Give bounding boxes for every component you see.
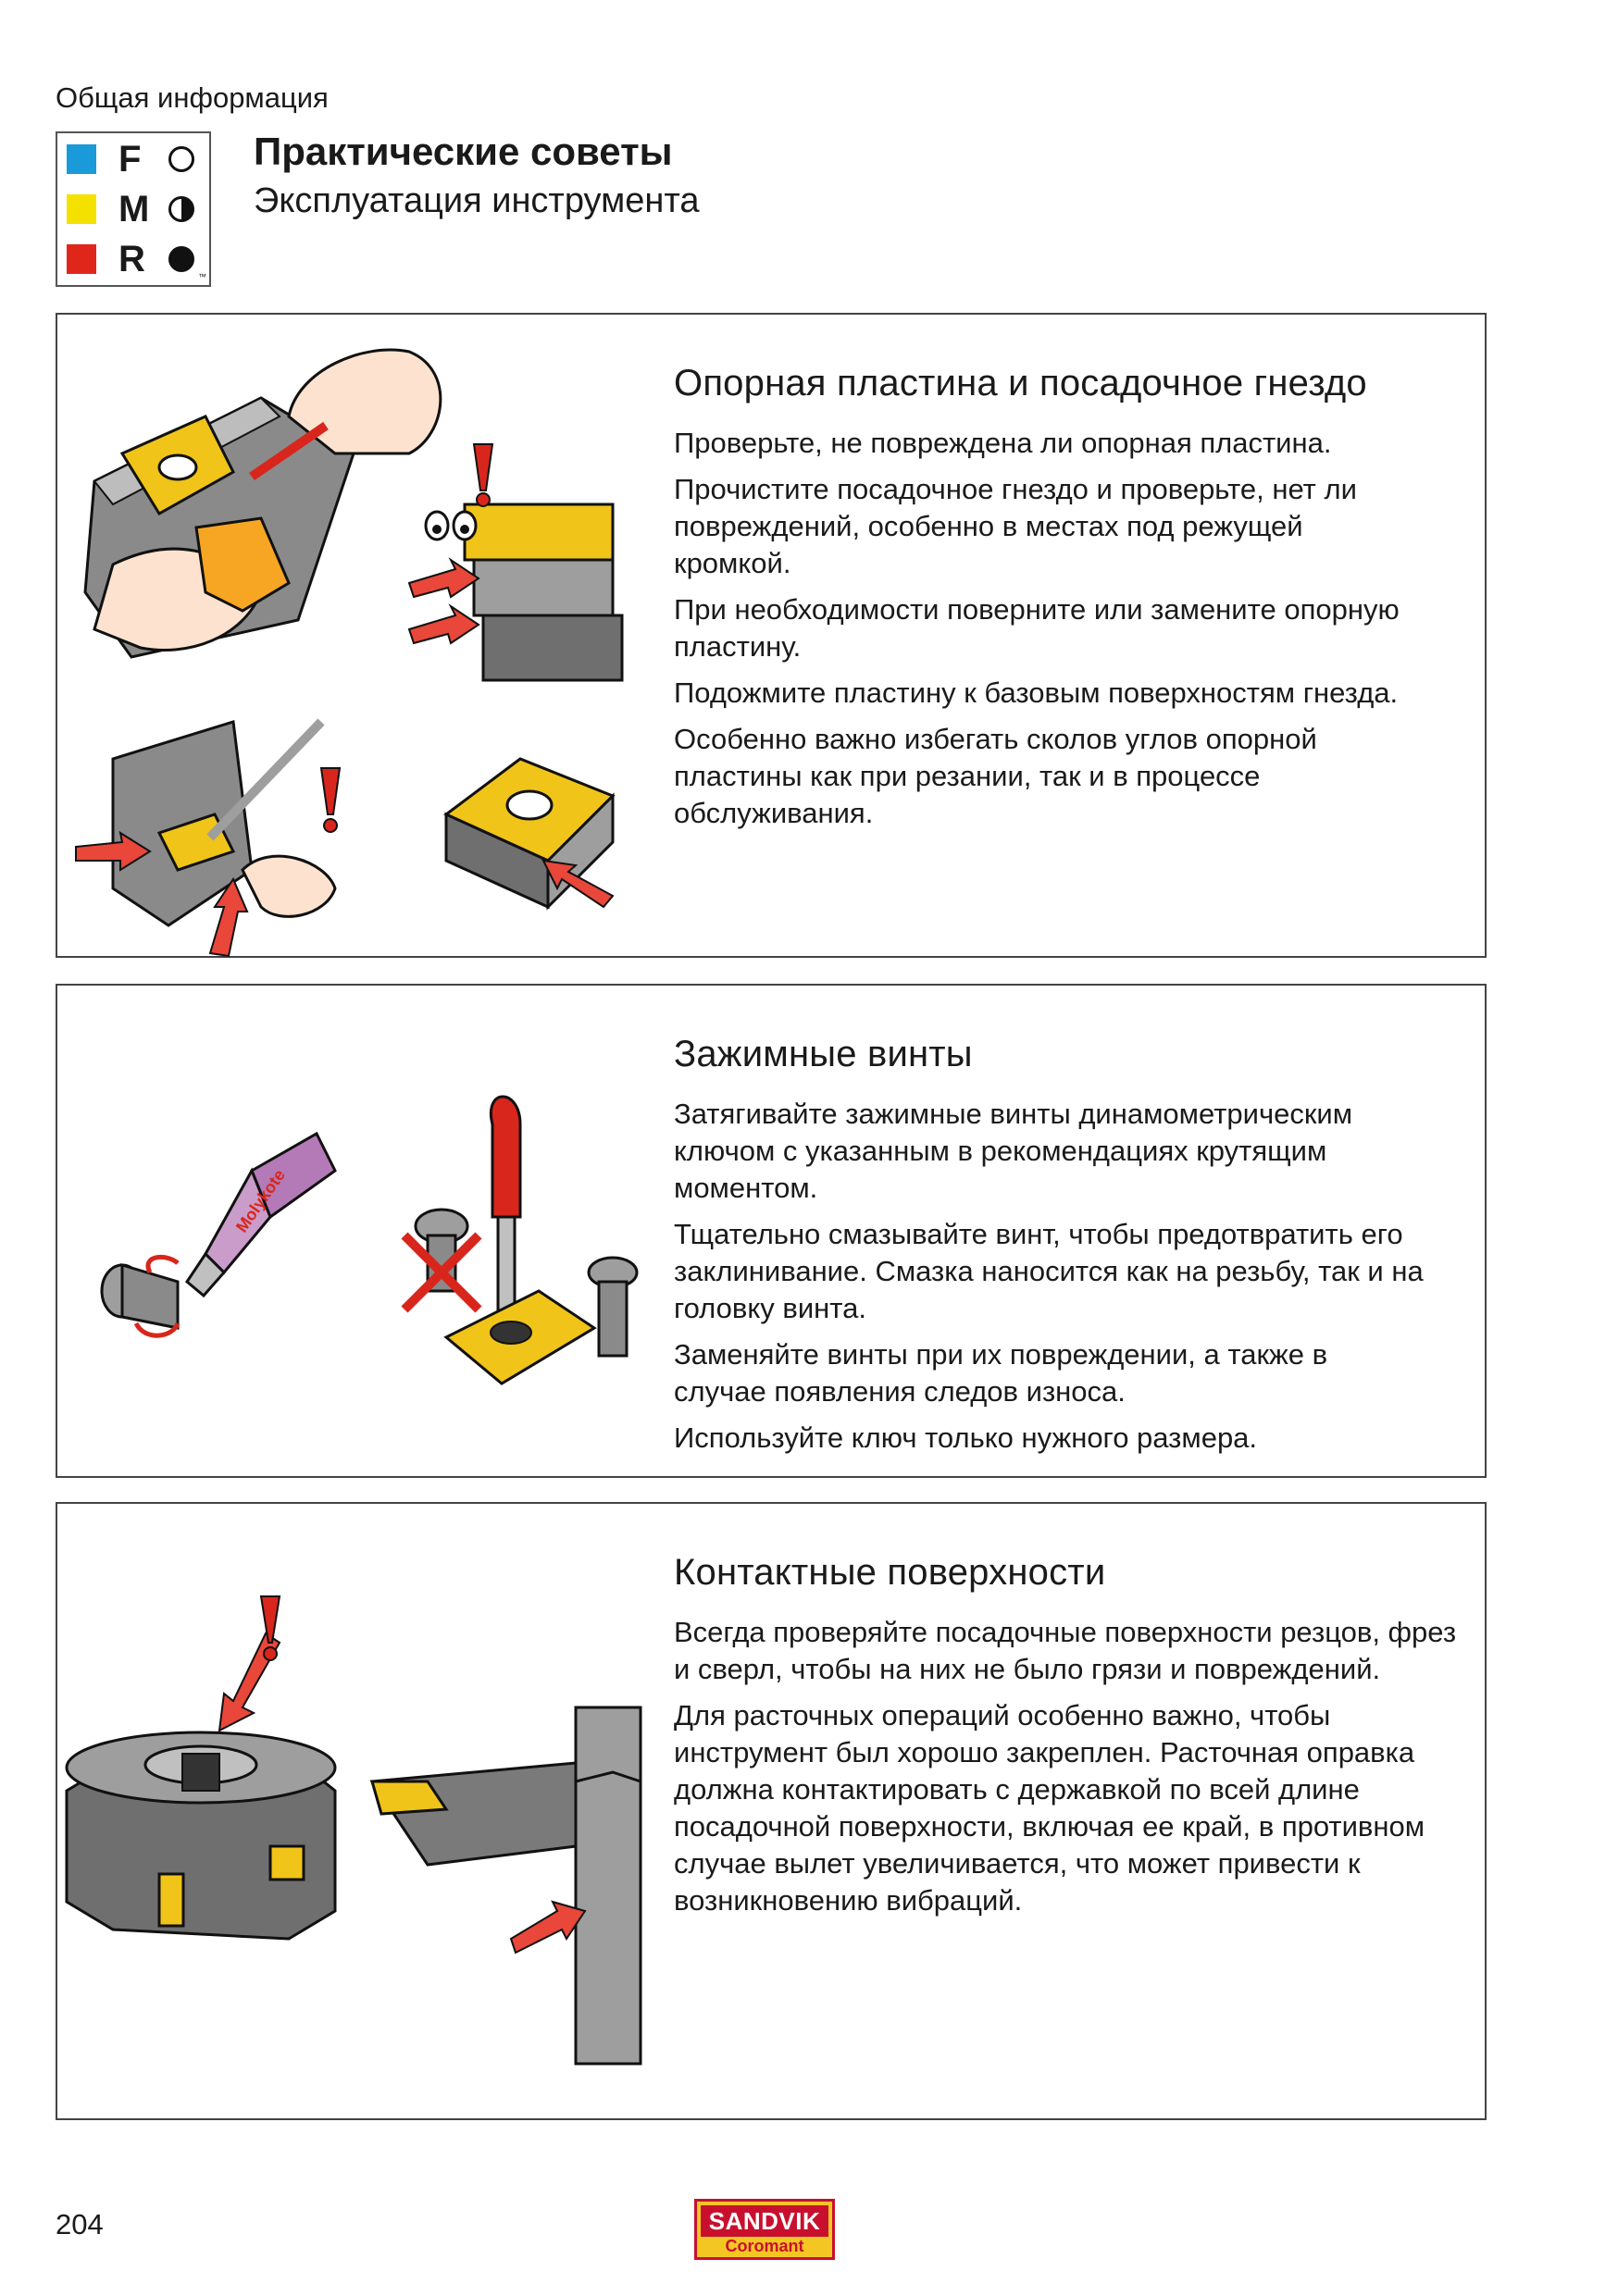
fomro-logo	[56, 131, 211, 287]
paragraph: Проверьте, не повреждена ли опорная пластина.	[674, 427, 1332, 459]
logo-trademark: ™	[198, 272, 206, 281]
paragraph: Затягивайте зажимные винты динамометрическим ключом с указанным в рекомендациях крутящим моментом.	[674, 1098, 1353, 1204]
page-title: Практические советы	[254, 130, 673, 173]
panel-heading: Контактные поверхности	[674, 1552, 1106, 1593]
half-circle-icon	[168, 196, 194, 222]
screwdriver-illustration	[404, 1097, 637, 1384]
empty-circle-icon	[168, 146, 194, 172]
panel-heading: Опорная пластина и посадочное гнездо	[674, 363, 1367, 403]
contact-illustrations	[57, 1504, 687, 2122]
panel-text	[674, 1034, 1462, 1466]
paragraph: Для расточных операций особенно важно, чтобы инструмент был хорошо закреплен. Расточная оправка должна контактировать с державкой по всей длине посадочной поверхности, включая ее край, в противном случае вылет увеличивается, что может привести к возникновению вибраций.	[674, 1699, 1425, 1917]
blue-square-icon	[67, 144, 96, 174]
section-label: Общая информация	[56, 81, 329, 114]
logo-letter-f: F	[118, 139, 142, 180]
panel-text	[674, 363, 1462, 841]
paragraph: При необходимости поверните или замените опорную пластину.	[674, 593, 1400, 663]
panel-heading: Зажимные винты	[674, 1034, 973, 1074]
paragraph: Особенно важно избегать сколов углов опорной пластины как при резании, так и в процессе обслуживания.	[674, 723, 1317, 829]
paragraph: Подожмите пластину к базовым поверхностям гнезда.	[674, 676, 1399, 709]
paragraph: Тщательно смазывайте винт, чтобы предотвратить его заклинивание. Смазка наносится как на резьбу, так и на головку винта.	[674, 1218, 1424, 1324]
chipped-shim-illustration	[446, 759, 613, 907]
red-square-icon	[67, 244, 96, 274]
panel-contact-surfaces	[56, 1502, 1487, 2120]
brand-name: SANDVIK	[701, 2205, 828, 2237]
paragraph: Используйте ключ только нужного размера.	[674, 1421, 1258, 1454]
paragraph: Всегда проверяйте посадочные поверхности резцов, фрез и сверл, чтобы на них не было грязи и повреждений.	[674, 1616, 1457, 1685]
tube-label: Molykote	[231, 1165, 290, 1236]
brand-sub: Coromant	[725, 2237, 804, 2255]
screw-illustrations	[57, 986, 668, 1480]
page-subtitle: Эксплуатация инструмента	[254, 181, 700, 220]
paragraph: Заменяйте винты при их повреждении, а также в случае появления следов износа.	[674, 1338, 1328, 1408]
sandvik-coromant-logo	[694, 2199, 835, 2260]
shim-illustrations	[57, 315, 668, 960]
lubricant-tube-illustration	[102, 1134, 335, 1335]
logo-letter-r: R	[118, 239, 145, 279]
logo-letter-m: M	[118, 189, 150, 230]
panel-clamping-screws	[56, 984, 1487, 1478]
full-circle-icon	[168, 246, 194, 272]
cleaning-seat-illustration	[85, 350, 441, 657]
page-number: 204	[56, 2208, 104, 2240]
panel-shim-and-seat	[56, 313, 1487, 958]
seat-screw-illustration	[76, 722, 340, 956]
milling-cutter-illustration	[67, 1596, 335, 1939]
paragraph: Прочистите посадочное гнездо и проверьте, нет ли повреждений, особенно в местах под режущей кромкой.	[674, 473, 1357, 579]
panel-text	[674, 1552, 1462, 1929]
boring-bar-illustration	[372, 1707, 641, 2064]
yellow-square-icon	[67, 194, 96, 224]
stacked-shim-illustration	[409, 444, 622, 680]
